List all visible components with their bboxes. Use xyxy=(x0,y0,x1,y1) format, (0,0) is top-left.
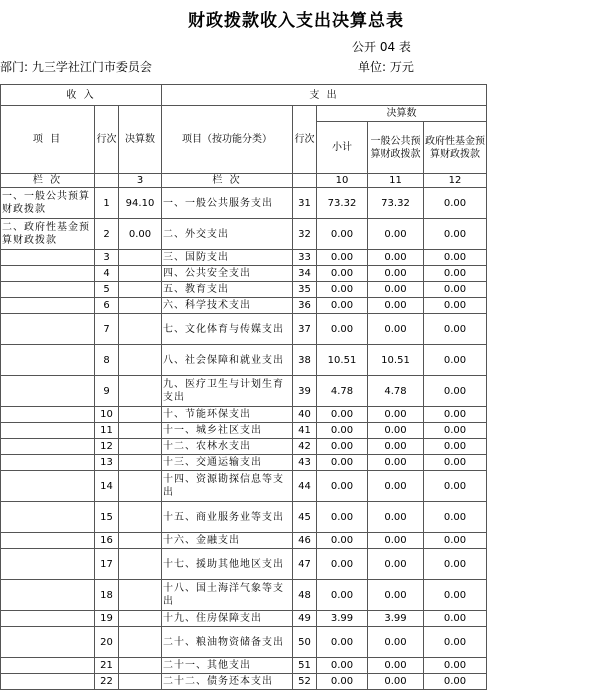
budget-table xyxy=(0,84,487,690)
fund-budget-cell: 0.00 xyxy=(424,674,487,690)
expense-item-cell: 二、外交支出 xyxy=(162,219,293,250)
expense-item-cell: 二十二、债务还本支出 xyxy=(162,674,293,690)
subtotal-cell: 0.00 xyxy=(317,471,368,502)
fund-budget-cell: 0.00 xyxy=(424,298,487,314)
income-row-no-cell: 19 xyxy=(95,611,119,627)
income-amount-cell xyxy=(119,423,162,439)
fund-budget-cell: 0.00 xyxy=(424,455,487,471)
table-row xyxy=(1,658,487,674)
subtotal-cell: 0.00 xyxy=(317,627,368,658)
income-row-no-cell: 16 xyxy=(95,533,119,549)
income-row-no-cell: 5 xyxy=(95,282,119,298)
income-item-cell xyxy=(1,627,95,658)
fund-budget-cell: 0.00 xyxy=(424,549,487,580)
expense-row-no-cell: 31 xyxy=(293,188,317,219)
income-item-cell xyxy=(1,533,95,549)
subtotal-cell: 0.00 xyxy=(317,219,368,250)
income-row-no-cell: 11 xyxy=(95,423,119,439)
income-amount-cell xyxy=(119,455,162,471)
subtotal-cell: 0.00 xyxy=(317,282,368,298)
general-budget-cell: 0.00 xyxy=(368,674,424,690)
income-amount-cell xyxy=(119,611,162,627)
fund-budget-cell: 0.00 xyxy=(424,471,487,502)
department-label: 部门: 九三学社江门市委员会 xyxy=(0,60,152,74)
lanci-3: 3 xyxy=(119,174,162,188)
general-budget-cell: 0.00 xyxy=(368,423,424,439)
income-row-no-cell: 13 xyxy=(95,455,119,471)
subtotal-cell: 0.00 xyxy=(317,502,368,533)
lanci-label2: 栏 次 xyxy=(162,174,293,188)
fund-budget-cell: 0.00 xyxy=(424,423,487,439)
col-fund-budget-header: 政府性基金预算财政拨款 xyxy=(424,122,487,174)
income-row-no-cell: 6 xyxy=(95,298,119,314)
income-amount-cell xyxy=(119,314,162,345)
lanci-empty xyxy=(95,174,119,188)
expense-row-no-cell: 44 xyxy=(293,471,317,502)
income-item-cell xyxy=(1,298,95,314)
income-item-cell xyxy=(1,314,95,345)
subtotal-cell: 0.00 xyxy=(317,674,368,690)
income-item-cell xyxy=(1,471,95,502)
income-row-no-cell: 1 xyxy=(95,188,119,219)
expense-row-no-cell: 39 xyxy=(293,376,317,407)
expense-row-no-cell: 43 xyxy=(293,455,317,471)
table-row xyxy=(1,502,487,533)
fund-budget-cell: 0.00 xyxy=(424,219,487,250)
expense-item-cell: 九、医疗卫生与计划生育支出 xyxy=(162,376,293,407)
table-row xyxy=(1,188,487,219)
income-item-cell xyxy=(1,658,95,674)
col-row-no2-header: 行次 xyxy=(293,106,317,174)
expense-row-no-cell: 42 xyxy=(293,439,317,455)
income-item-cell xyxy=(1,439,95,455)
expense-row-no-cell: 47 xyxy=(293,549,317,580)
fund-budget-cell: 0.00 xyxy=(424,658,487,674)
income-item-cell xyxy=(1,345,95,376)
general-budget-cell: 0.00 xyxy=(368,314,424,345)
income-item-cell xyxy=(1,266,95,282)
income-amount-cell xyxy=(119,502,162,533)
form-number: 公开 04 表 xyxy=(352,40,411,54)
expense-row-no-cell: 46 xyxy=(293,533,317,549)
subtotal-cell: 0.00 xyxy=(317,455,368,471)
fund-budget-cell: 0.00 xyxy=(424,345,487,376)
income-row-no-cell: 12 xyxy=(95,439,119,455)
general-budget-cell: 10.51 xyxy=(368,345,424,376)
fund-budget-cell: 0.00 xyxy=(424,282,487,298)
general-budget-cell: 0.00 xyxy=(368,298,424,314)
page-title: 财政拨款收入支出决算总表 xyxy=(188,11,404,31)
col-final-amount-header: 决算数 xyxy=(119,106,162,174)
income-amount-cell xyxy=(119,658,162,674)
income-amount-cell xyxy=(119,471,162,502)
income-item-cell: 一、一般公共预算财政拨款 xyxy=(1,188,95,219)
expense-row-no-cell: 41 xyxy=(293,423,317,439)
expense-item-cell: 十七、援助其他地区支出 xyxy=(162,549,293,580)
expense-row-no-cell: 52 xyxy=(293,674,317,690)
general-budget-cell: 0.00 xyxy=(368,282,424,298)
income-amount-cell xyxy=(119,533,162,549)
fund-budget-cell: 0.00 xyxy=(424,188,487,219)
subtotal-cell: 0.00 xyxy=(317,314,368,345)
table-row xyxy=(1,549,487,580)
table-row xyxy=(1,407,487,423)
general-budget-cell: 0.00 xyxy=(368,439,424,455)
col-final-group-header: 决算数 xyxy=(317,106,487,122)
income-row-no-cell: 4 xyxy=(95,266,119,282)
subtotal-cell: 0.00 xyxy=(317,407,368,423)
table-row xyxy=(1,439,487,455)
subtotal-cell: 0.00 xyxy=(317,549,368,580)
table-row xyxy=(1,376,487,407)
income-row-no-cell: 18 xyxy=(95,580,119,611)
expense-item-cell: 三、国防支出 xyxy=(162,250,293,266)
expense-item-cell: 十一、城乡社区支出 xyxy=(162,423,293,439)
fund-budget-cell: 0.00 xyxy=(424,266,487,282)
table-row xyxy=(1,282,487,298)
income-amount-cell: 0.00 xyxy=(119,219,162,250)
income-amount-cell: 94.10 xyxy=(119,188,162,219)
fund-budget-cell: 0.00 xyxy=(424,580,487,611)
general-budget-cell: 0.00 xyxy=(368,533,424,549)
expense-row-no-cell: 51 xyxy=(293,658,317,674)
subtotal-cell: 0.00 xyxy=(317,298,368,314)
income-item-cell xyxy=(1,611,95,627)
expense-item-cell: 八、社会保障和就业支出 xyxy=(162,345,293,376)
subtotal-cell: 0.00 xyxy=(317,266,368,282)
table-row xyxy=(1,345,487,376)
general-budget-cell: 0.00 xyxy=(368,250,424,266)
general-budget-cell: 0.00 xyxy=(368,266,424,282)
fund-budget-cell: 0.00 xyxy=(424,250,487,266)
subtotal-cell: 73.32 xyxy=(317,188,368,219)
income-item-cell xyxy=(1,407,95,423)
general-budget-cell: 0.00 xyxy=(368,580,424,611)
table-row xyxy=(1,266,487,282)
income-row-no-cell: 17 xyxy=(95,549,119,580)
income-item-cell xyxy=(1,549,95,580)
income-row-no-cell: 10 xyxy=(95,407,119,423)
lanci-11: 11 xyxy=(368,174,424,188)
income-row-no-cell: 22 xyxy=(95,674,119,690)
expense-row-no-cell: 32 xyxy=(293,219,317,250)
income-amount-cell xyxy=(119,674,162,690)
expense-item-cell: 十六、金融支出 xyxy=(162,533,293,549)
subtotal-cell: 0.00 xyxy=(317,439,368,455)
income-amount-cell xyxy=(119,282,162,298)
fund-budget-cell: 0.00 xyxy=(424,439,487,455)
income-amount-cell xyxy=(119,627,162,658)
expense-header: 支 出 xyxy=(162,85,487,106)
general-budget-cell: 0.00 xyxy=(368,549,424,580)
expense-row-no-cell: 36 xyxy=(293,298,317,314)
table-row xyxy=(1,611,487,627)
subtotal-cell: 0.00 xyxy=(317,533,368,549)
table-row xyxy=(1,298,487,314)
expense-item-cell: 二十、粮油物资储备支出 xyxy=(162,627,293,658)
table-row xyxy=(1,314,487,345)
income-item-cell xyxy=(1,674,95,690)
expense-item-cell: 十八、国土海洋气象等支出 xyxy=(162,580,293,611)
expense-item-cell: 十九、住房保障支出 xyxy=(162,611,293,627)
income-item-cell xyxy=(1,502,95,533)
income-amount-cell xyxy=(119,580,162,611)
lanci-label: 栏 次 xyxy=(1,174,95,188)
fund-budget-cell: 0.00 xyxy=(424,502,487,533)
expense-item-cell: 十二、农林水支出 xyxy=(162,439,293,455)
income-item-cell xyxy=(1,423,95,439)
expense-item-cell: 十三、交通运输支出 xyxy=(162,455,293,471)
fund-budget-cell: 0.00 xyxy=(424,533,487,549)
expense-item-cell: 二十一、其他支出 xyxy=(162,658,293,674)
expense-row-no-cell: 49 xyxy=(293,611,317,627)
expense-row-no-cell: 37 xyxy=(293,314,317,345)
col-function-item-header: 项目（按功能分类） xyxy=(162,106,293,174)
income-item-cell xyxy=(1,455,95,471)
general-budget-cell: 0.00 xyxy=(368,627,424,658)
income-item-cell xyxy=(1,250,95,266)
income-row-no-cell: 2 xyxy=(95,219,119,250)
subtotal-cell: 4.78 xyxy=(317,376,368,407)
expense-item-cell: 十五、商业服务业等支出 xyxy=(162,502,293,533)
general-budget-cell: 73.32 xyxy=(368,188,424,219)
fund-budget-cell: 0.00 xyxy=(424,376,487,407)
general-budget-cell: 4.78 xyxy=(368,376,424,407)
income-row-no-cell: 15 xyxy=(95,502,119,533)
subtotal-cell: 0.00 xyxy=(317,250,368,266)
table-row xyxy=(1,250,487,266)
expense-item-cell: 四、公共安全支出 xyxy=(162,266,293,282)
expense-item-cell: 七、文化体育与传媒支出 xyxy=(162,314,293,345)
income-row-no-cell: 20 xyxy=(95,627,119,658)
col-row-no-header: 行次 xyxy=(95,106,119,174)
subtotal-cell: 0.00 xyxy=(317,658,368,674)
general-budget-cell: 3.99 xyxy=(368,611,424,627)
income-row-no-cell: 3 xyxy=(95,250,119,266)
table-row xyxy=(1,674,487,690)
income-amount-cell xyxy=(119,407,162,423)
expense-row-no-cell: 40 xyxy=(293,407,317,423)
income-item-cell: 二、政府性基金预算财政拨款 xyxy=(1,219,95,250)
income-amount-cell xyxy=(119,439,162,455)
fund-budget-cell: 0.00 xyxy=(424,314,487,345)
lanci-10: 10 xyxy=(317,174,368,188)
table-row xyxy=(1,580,487,611)
col-general-budget-header: 一般公共预算财政拨款 xyxy=(368,122,424,174)
general-budget-cell: 0.00 xyxy=(368,219,424,250)
general-budget-cell: 0.00 xyxy=(368,455,424,471)
income-row-no-cell: 7 xyxy=(95,314,119,345)
subtotal-cell: 0.00 xyxy=(317,580,368,611)
general-budget-cell: 0.00 xyxy=(368,658,424,674)
expense-item-cell: 一、一般公共服务支出 xyxy=(162,188,293,219)
general-budget-cell: 0.00 xyxy=(368,502,424,533)
expense-row-no-cell: 34 xyxy=(293,266,317,282)
table-row xyxy=(1,219,487,250)
col-subtotal-header: 小计 xyxy=(317,122,368,174)
income-item-cell xyxy=(1,282,95,298)
table-row xyxy=(1,471,487,502)
subtotal-cell: 3.99 xyxy=(317,611,368,627)
unit-label: 单位: 万元 xyxy=(358,60,414,74)
income-amount-cell xyxy=(119,250,162,266)
subtotal-cell: 10.51 xyxy=(317,345,368,376)
expense-item-cell: 十四、资源勘探信息等支出 xyxy=(162,471,293,502)
expense-item-cell: 六、科学技术支出 xyxy=(162,298,293,314)
expense-row-no-cell: 38 xyxy=(293,345,317,376)
general-budget-cell: 0.00 xyxy=(368,407,424,423)
expense-row-no-cell: 45 xyxy=(293,502,317,533)
table-row xyxy=(1,627,487,658)
income-amount-cell xyxy=(119,345,162,376)
fund-budget-cell: 0.00 xyxy=(424,627,487,658)
income-item-cell xyxy=(1,376,95,407)
table-row xyxy=(1,455,487,471)
subtotal-cell: 0.00 xyxy=(317,423,368,439)
income-amount-cell xyxy=(119,266,162,282)
expense-row-no-cell: 35 xyxy=(293,282,317,298)
lanci-12: 12 xyxy=(424,174,487,188)
income-amount-cell xyxy=(119,298,162,314)
fund-budget-cell: 0.00 xyxy=(424,407,487,423)
income-item-cell xyxy=(1,580,95,611)
table-row xyxy=(1,533,487,549)
income-header: 收 入 xyxy=(1,85,162,106)
expense-item-cell: 五、教育支出 xyxy=(162,282,293,298)
fund-budget-cell: 0.00 xyxy=(424,611,487,627)
table-row xyxy=(1,423,487,439)
income-amount-cell xyxy=(119,549,162,580)
lanci-empty2 xyxy=(293,174,317,188)
expense-item-cell: 十、节能环保支出 xyxy=(162,407,293,423)
col-item-header: 项 目 xyxy=(1,106,95,174)
income-row-no-cell: 8 xyxy=(95,345,119,376)
general-budget-cell: 0.00 xyxy=(368,471,424,502)
income-amount-cell xyxy=(119,376,162,407)
income-row-no-cell: 21 xyxy=(95,658,119,674)
expense-row-no-cell: 48 xyxy=(293,580,317,611)
expense-row-no-cell: 50 xyxy=(293,627,317,658)
expense-row-no-cell: 33 xyxy=(293,250,317,266)
income-row-no-cell: 14 xyxy=(95,471,119,502)
income-row-no-cell: 9 xyxy=(95,376,119,407)
